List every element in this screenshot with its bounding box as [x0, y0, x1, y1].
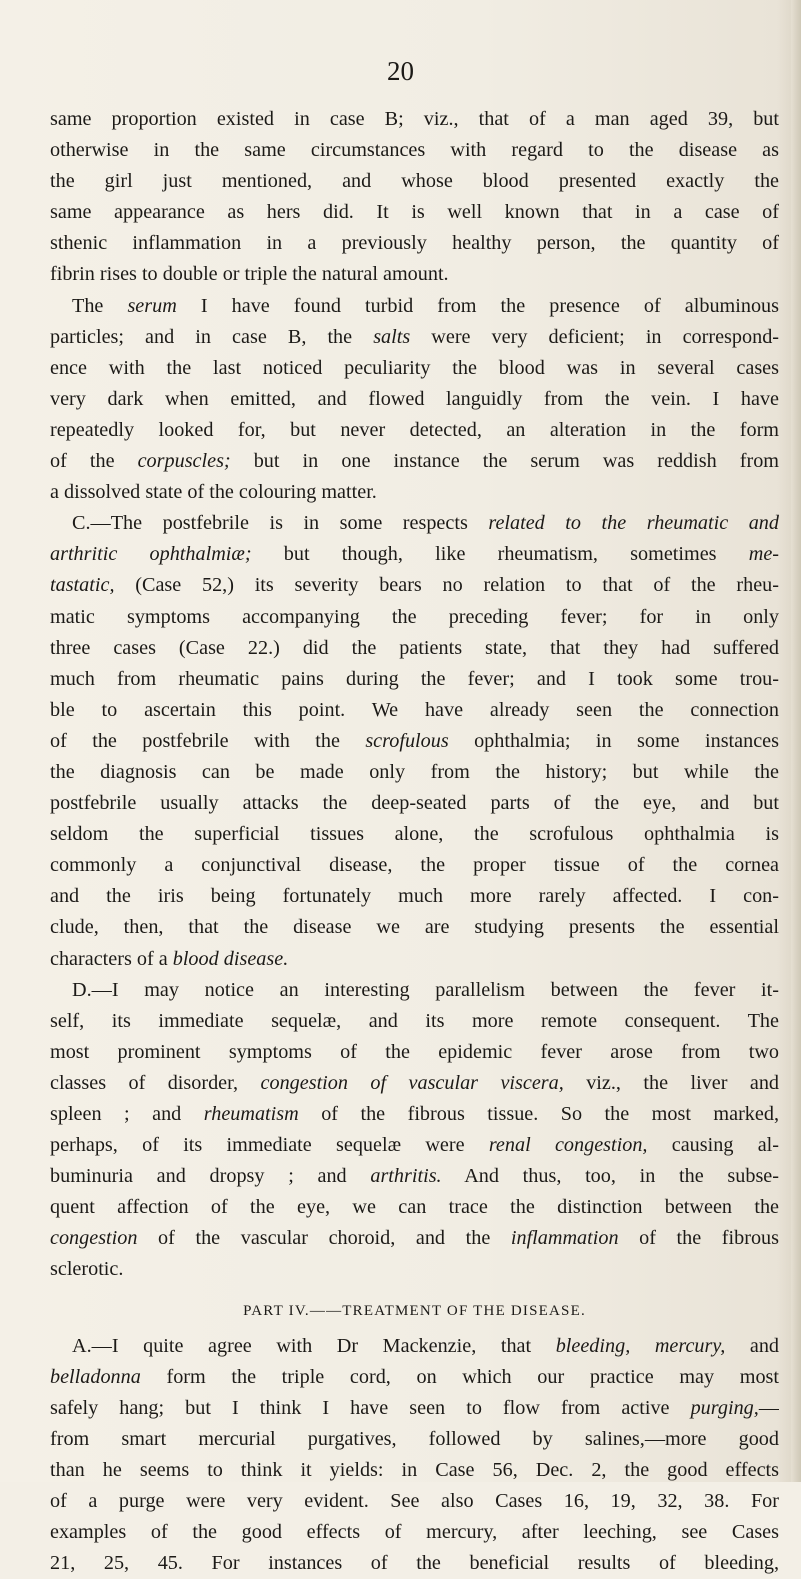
italic-text: belladonna	[50, 1365, 141, 1388]
italic-text: congestion of vascular viscera,	[260, 1071, 564, 1094]
text-line	[50, 1486, 779, 1517]
text-line	[50, 1455, 779, 1486]
text-run: otherwise in the same circumstances with regard to the disease as	[50, 139, 779, 162]
text-line	[50, 384, 779, 415]
text-line	[50, 881, 779, 912]
italic-text: blood disease.	[172, 947, 289, 970]
text-run: the girl just mentioned, and whose blood presented exactly the	[50, 170, 779, 193]
text-line	[50, 539, 779, 570]
text-line	[50, 197, 779, 228]
italic-text: arthritis.	[370, 1165, 442, 1188]
text-run: C.—The postfebrile is in some respects	[72, 512, 489, 535]
text-line	[50, 291, 779, 322]
text-line	[50, 695, 779, 726]
italic-text: corpuscles;	[137, 450, 231, 473]
text-line	[50, 1393, 779, 1424]
text-run: the diagnosis can be made only from the history; but while the	[50, 760, 779, 783]
body-text	[50, 104, 779, 1579]
text-line	[50, 570, 779, 601]
text-line	[50, 726, 779, 757]
text-run: 21, 25, 45. For instances of the beneficial results of bleeding,	[50, 1552, 779, 1575]
text-line	[50, 850, 779, 881]
text-run: matic symptoms accompanying the preceding fever; for in only	[50, 605, 779, 628]
text-line	[50, 1099, 779, 1130]
text-line	[50, 602, 779, 633]
text-run: three cases (Case 22.) did the patients state, that they had suffered	[50, 636, 779, 659]
text-run: of a purge were very evident. See also Cases 16, 19, 32, 38. For	[50, 1490, 779, 1513]
text-line	[50, 259, 779, 290]
text-run: (Case 52,) its severity bears no relation to that of the rheu-	[114, 574, 779, 597]
text-line	[50, 228, 779, 259]
text-line	[50, 1331, 779, 1362]
italic-text: mercury,	[654, 1334, 726, 1357]
section-heading: PART IV.——TREATMENT OF THE DISEASE.	[243, 1302, 586, 1319]
text-run: The	[72, 294, 128, 317]
text-run: were very deficient; in correspond-	[410, 325, 779, 348]
text-line	[50, 446, 779, 477]
text-run: than he seems to think it yields: in Case 56, Dec. 2, the good effects	[50, 1459, 779, 1482]
text-run: viz., the liver and	[563, 1071, 779, 1094]
text-run: A.—I quite agree with Dr Mackenzie, that	[72, 1334, 556, 1357]
text-run: and the iris being fortunately much more rarely affected. I con-	[50, 885, 779, 908]
text-run: particles; and in case B, the	[50, 325, 374, 348]
text-run: ble to ascertain this point. We have already seen the connection	[50, 698, 779, 721]
text-run: causing al-	[647, 1134, 779, 1157]
text-run: from smart mercurial purgatives, followed by salines,—more good	[50, 1427, 779, 1450]
text-run: a dissolved state of the colouring matter.	[50, 481, 377, 504]
italic-text: me-	[748, 543, 779, 566]
text-line	[50, 477, 779, 508]
text-run: commonly a conjunctival disease, the proper tissue of the cornea	[50, 854, 779, 877]
text-line	[50, 1548, 779, 1579]
text-run: of the fibrous tissue. So the most marked,	[298, 1103, 779, 1125]
text-run: buminuria and dropsy ; and	[50, 1165, 371, 1188]
text-line	[50, 508, 779, 539]
text-run: of the	[50, 450, 138, 473]
page-edge-shadow	[791, 0, 801, 1482]
text-run: much from rheumatic pains during the fever; and I took some trou-	[50, 667, 779, 690]
text-run: And thus, too, in the subse-	[441, 1165, 779, 1188]
italic-text: purging,	[690, 1396, 759, 1419]
text-line	[50, 135, 779, 166]
text-run: of the vascular choroid, and the	[137, 1227, 511, 1250]
text-run: examples of the good effects of mercury, after leeching, see Cases	[50, 1521, 779, 1544]
text-run: self, its immediate sequelæ, and its more remote consequent. The	[50, 1009, 779, 1032]
text-run: characters of a	[50, 947, 173, 970]
italic-text: scrofulous	[365, 729, 449, 752]
text-run: classes of disorder,	[50, 1071, 261, 1094]
text-run: and	[725, 1334, 779, 1357]
text-run: —	[758, 1396, 779, 1419]
paragraph-3	[50, 508, 779, 974]
text-line	[50, 104, 779, 135]
text-line	[50, 819, 779, 850]
italic-text: serum	[127, 294, 177, 317]
text-run: but in one instance the serum was reddish from	[230, 450, 779, 473]
page-number: 20	[387, 56, 414, 86]
text-run: repeatedly looked for, but never detected, an alteration in the form	[50, 418, 779, 441]
text-line	[50, 1130, 779, 1161]
text-run: D.—I may notice an interesting parallelism between the fever it-	[72, 978, 779, 1001]
paragraph-4	[50, 975, 779, 1286]
text-line	[50, 944, 779, 975]
text-line	[50, 912, 779, 943]
text-line	[50, 1006, 779, 1037]
text-run: quent affection of the eye, we can trace the distinction between the	[50, 1196, 779, 1219]
text-line	[50, 1517, 779, 1548]
text-run: same proportion existed in case B; viz., that of a man aged 39, but	[50, 108, 779, 130]
text-line	[50, 1362, 779, 1393]
text-line	[50, 1223, 779, 1254]
italic-text: related to the rheumatic and	[488, 512, 779, 535]
paragraph-1	[50, 104, 779, 291]
text-run: ophthalmia; in some instances	[448, 729, 779, 752]
text-run: ence with the last noticed peculiarity the blood was in several cases	[50, 356, 779, 379]
italic-text: rheumatism	[203, 1103, 299, 1125]
text-run: clude, then, that the disease we are studying presents the essential	[50, 916, 779, 939]
text-run: safely hang; but I think I have seen to flow from active	[50, 1396, 691, 1419]
paragraph-5	[50, 1331, 779, 1579]
text-line	[50, 633, 779, 664]
text-line	[50, 757, 779, 788]
text-line	[50, 1192, 779, 1223]
text-line	[50, 1254, 779, 1285]
text-run: very dark when emitted, and flowed languidly from the vein. I have	[50, 387, 779, 410]
text-run: fibrin rises to double or triple the natural amount.	[50, 263, 449, 286]
italic-text: tastatic,	[50, 574, 115, 597]
text-run: sclerotic.	[50, 1258, 124, 1281]
text-line	[50, 353, 779, 384]
text-line	[50, 664, 779, 695]
text-run	[630, 1335, 655, 1357]
text-run: form the triple cord, on which our practice may most	[140, 1365, 779, 1388]
text-run: I have found turbid from the presence of albuminous	[176, 294, 779, 317]
text-run: perhaps, of its immediate sequelæ were	[50, 1134, 489, 1157]
italic-text: congestion	[50, 1227, 138, 1250]
text-line	[50, 788, 779, 819]
paragraph-2	[50, 291, 779, 509]
text-run: postfebrile usually attacks the deep-seated parts of the eye, and but	[50, 792, 779, 815]
italic-text: salts	[373, 325, 411, 348]
text-line	[50, 415, 779, 446]
text-line	[50, 1161, 779, 1192]
text-run: of the fibrous	[618, 1227, 779, 1250]
text-run: of the postfebrile with the	[50, 729, 366, 752]
text-line	[50, 1037, 779, 1068]
text-run: same appearance as hers did. It is well known that in a case of	[50, 201, 779, 224]
text-line	[50, 322, 779, 353]
text-run: but though, like rheumatism, sometimes	[251, 543, 749, 566]
text-run: seldom the superficial tissues alone, the scrofulous ophthalmia is	[50, 823, 779, 846]
text-run: most prominent symptoms of the epidemic fever arose from two	[50, 1040, 779, 1063]
italic-text: inflammation	[510, 1227, 619, 1250]
italic-text: bleeding,	[555, 1334, 631, 1357]
text-line	[50, 1068, 779, 1099]
text-line	[50, 975, 779, 1006]
text-line	[50, 1424, 779, 1455]
italic-text: renal congestion,	[488, 1134, 648, 1157]
text-line	[50, 166, 779, 197]
italic-text: arthritic ophthalmiæ;	[50, 543, 252, 566]
text-run: sthenic inflammation in a previously healthy person, the quantity of	[50, 232, 779, 255]
text-run: spleen ; and	[50, 1103, 204, 1125]
